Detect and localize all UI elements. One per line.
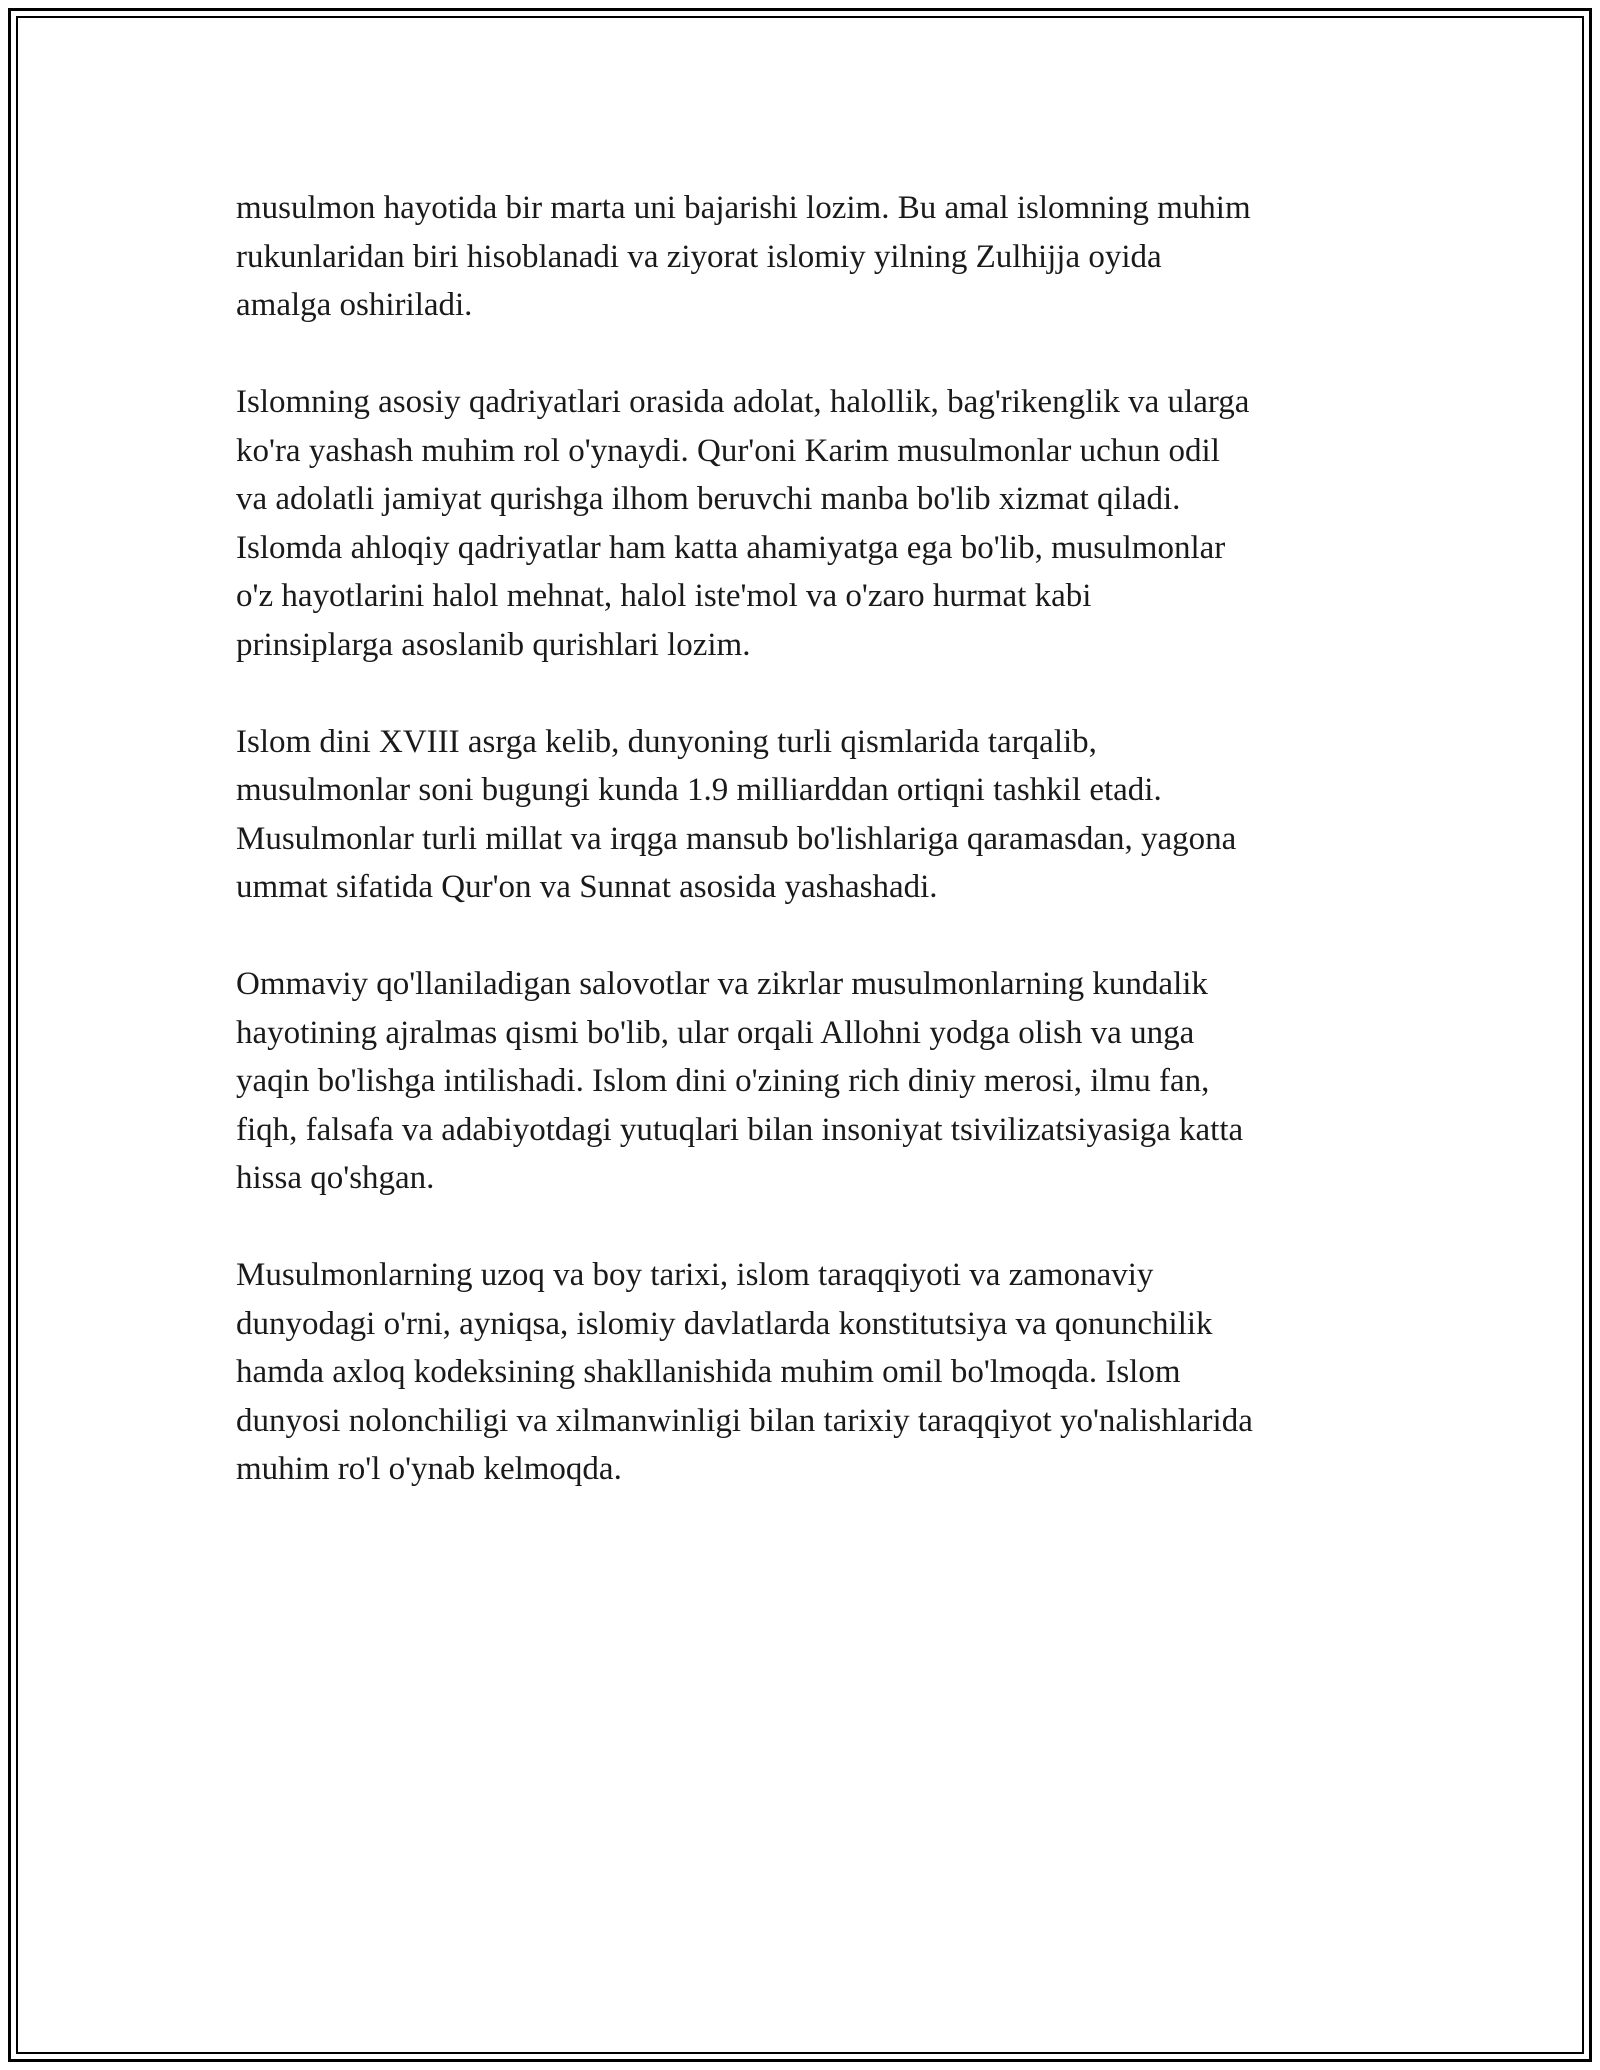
- paragraph: Ommaviy qo'llaniladigan salovotlar va zikrlar musulmonlarning kundalik hayotining ajralmas qismi bo'lib, ular orqali Allohni yodga olish va unga yaqin bo'lishga intilishadi. Islom dini o'zining rich diniy merosi, ilmu fan, fiqh, falsafa va adabiyotdagi yutuqlari bilan insoniyat tsivilizatsiyasiga katta hissa qo'shgan.: [236, 966, 1244, 1196]
- paragraph: musulmon hayotida bir marta uni bajarishi lozim. Bu amal islomning muhim rukunlaridan biri hisoblanadi va ziyorat islomiy yilning Zulhijja oyida amalga oshiriladi.: [236, 190, 1251, 323]
- paragraph: Islom dini XVIII asrga kelib, dunyoning turli qismlarida tarqalib, musulmonlar soni bugungi kunda 1.9 milliarddan ortiqni tashkil etadi. Musulmonlar turli millat va irqga mansub bo'lishlariga qaramasdan, yagona ummat sifatida Qur'on va Sunnat asosida yashashadi.: [236, 723, 1237, 905]
- document-body: [236, 184, 1386, 1542]
- paragraph: Musulmonlarning uzoq va boy tarixi, islom taraqqiyoti va zamonaviy dunyodagi o'rni, ayniqsa, islomiy davlatlarda konstitutsiya va qonunchilik hamda axloq kodeksining shakllanishida muhim omil bo'lmoqda. Islom dunyosi nolonchiligi va xilmanwinligi bilan tarixiy taraqqiyot yo'nalishlarida muhim ro'l o'ynab kelmoqda.: [236, 1257, 1253, 1487]
- paragraph: Islomning asosiy qadriyatlari orasida adolat, halollik, bag'rikenglik va ularga ko'ra yashash muhim rol o'ynaydi. Qur'oni Karim musulmonlar uchun odil va adolatli jamiyat qurishga ilhom beruvchi manba bo'lib xizmat qiladi. Islomda ahloqiy qadriyatlar ham katta ahamiyatga ega bo'lib, musulmonlar o'z hayotlarini halol mehnat, halol iste'mol va o'zaro hurmat kabi prinsiplarga asoslanib qurishlari lozim.: [236, 384, 1250, 663]
